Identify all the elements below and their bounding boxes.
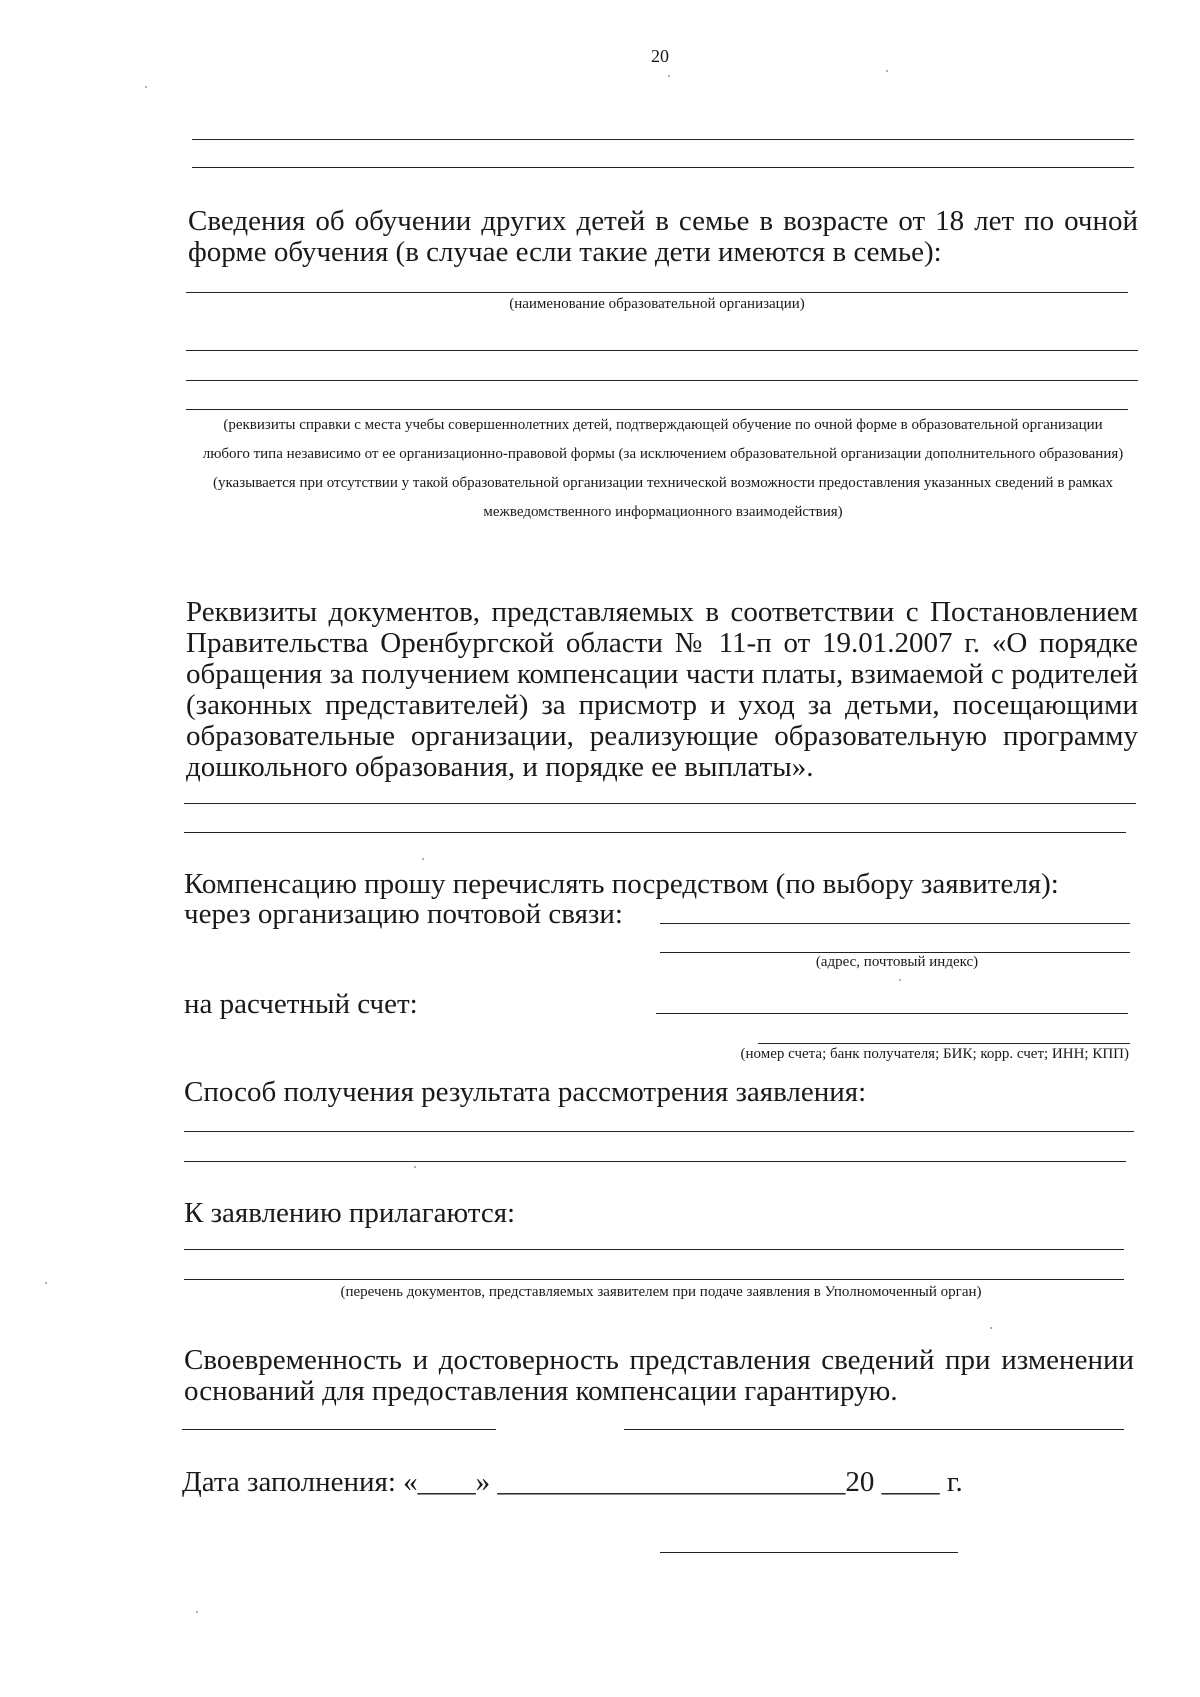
guarantee-text: Своевременность и достоверность представления сведений при изменении оснований для предоставления компенсации гарантирую. <box>184 1344 1134 1407</box>
scan-speck <box>886 70 888 72</box>
scan-speck <box>45 1282 47 1284</box>
scan-speck <box>422 858 424 860</box>
page-number: 20 <box>651 46 669 66</box>
blank-line[interactable] <box>184 832 1126 833</box>
account-caption: (номер счета; банк получателя; БИК; корр. счет; ИНН; КПП) <box>740 1046 1129 1062</box>
scan-speck <box>196 1611 198 1613</box>
blank-line[interactable] <box>186 380 1138 381</box>
blank-line[interactable] <box>184 1249 1124 1250</box>
name-line[interactable] <box>624 1429 1124 1430</box>
scan-speck <box>899 979 901 981</box>
bottom-signature-line[interactable] <box>660 1552 958 1553</box>
scan-speck <box>990 1327 992 1329</box>
postal-label: через организацию почтовой связи: <box>184 898 623 930</box>
attached-caption: (перечень документов, представляемых заявителем при подаче заявления в Уполномоченный орган) <box>340 1284 982 1300</box>
blank-line[interactable] <box>192 139 1134 140</box>
documents-heading: Реквизиты документов, представляемых в соответствии с Постановлением Правительства Оренбургской области № 11-п от 19.01.2007 г. «О порядке обращения за получением компенсации части платы, взимаемой с родителей (законных представителей) за присмотр и уход за детьми, посещающими образовательные организации, реализующие образовательную программу дошкольного образования, и порядке ее выплаты». <box>186 596 1138 783</box>
blank-line[interactable] <box>184 1161 1126 1162</box>
other-children-heading: Сведения об обучении других детей в семье в возрасте от 18 лет по очной форме обучения (в случае если такие дети имеются в семье): <box>188 205 1138 268</box>
signature-line[interactable] <box>182 1429 496 1430</box>
blank-line[interactable] <box>192 167 1134 168</box>
scan-speck <box>414 1166 416 1168</box>
scan-speck <box>145 86 147 88</box>
result-method-label: Способ получения результата рассмотрения заявления: <box>184 1076 867 1108</box>
certificate-caption: (реквизиты справки с места учебы совершеннолетних детей, подтверждающей обучение по очной форме в образовательной организации любого типа независимо от ее организационно-правовой формы (за исключением образовательной организации дополнительного образования) (указывается при отсутствии у такой образовательной организации технической возможности предоставления указанных сведений в рамках межведомственного информационного взаимодействия) <box>202 417 1124 520</box>
date-line[interactable]: Дата заполнения: «____» ________________________20 ____ г. <box>182 1466 963 1498</box>
blank-line[interactable] <box>186 350 1138 351</box>
attached-label: К заявлению прилагаются: <box>184 1197 516 1229</box>
address-caption: (адрес, почтовый индекс) <box>815 954 979 970</box>
postal-line[interactable] <box>660 923 1130 924</box>
transfer-heading: Компенсацию прошу перечислять посредством (по выбору заявителя): <box>184 868 1059 900</box>
blank-line[interactable] <box>186 409 1128 410</box>
blank-line[interactable] <box>184 1131 1134 1132</box>
org-name-caption: (наименование образовательной организации) <box>509 296 805 312</box>
account-label: на расчетный счет: <box>184 988 418 1020</box>
blank-line[interactable] <box>184 803 1136 804</box>
account-line[interactable] <box>656 1013 1128 1014</box>
scan-speck <box>668 75 670 77</box>
